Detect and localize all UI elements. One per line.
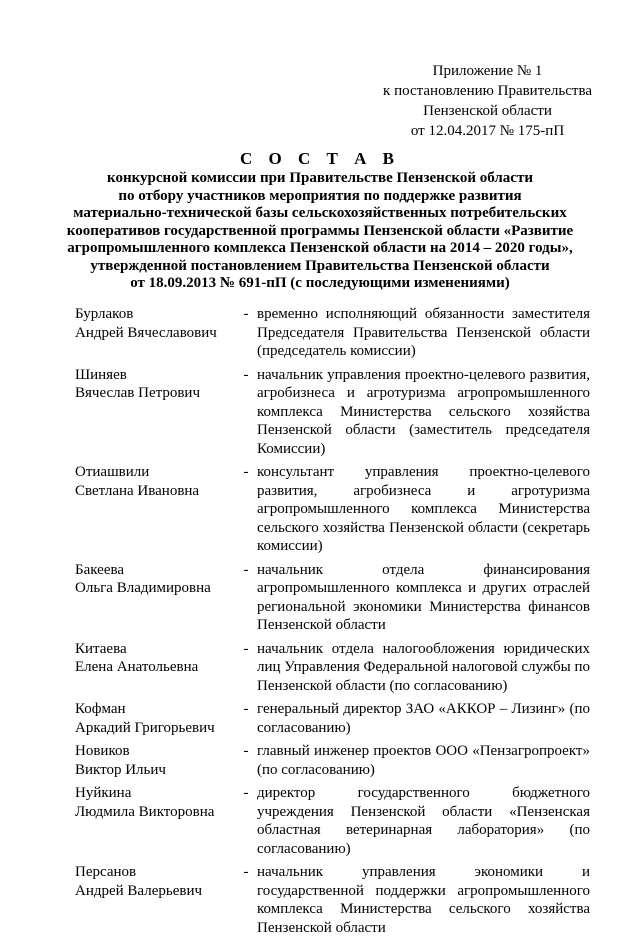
member-surname: Бакеева xyxy=(75,561,125,578)
member-name xyxy=(75,742,235,779)
member-surname: Новиков xyxy=(75,743,130,759)
member-dash: - xyxy=(243,743,249,759)
member-given-name: Людмила Викторовна xyxy=(75,803,215,820)
member-surname: Китаева xyxy=(75,640,127,657)
member-name xyxy=(75,305,235,361)
document-title: С О С Т А В xyxy=(240,149,400,168)
member-surname: Отиашвили xyxy=(75,464,150,480)
member-dash: - xyxy=(243,306,249,322)
member-role: директор государственного бюджетного учреждения Пензенской области «Пензенская областная ветеринарная лаборатория» (по согласованию) xyxy=(257,785,590,857)
heading-line: материально-технической базы сельскохозяйственных потребительских xyxy=(73,205,567,221)
member-dash: - xyxy=(243,561,249,578)
member-role: начальник управления проектно-целевого развития, агробизнеса и агротуризма агропромышленного комплекса Министерства сельского хозяйства Пензенской области (заместитель председателя Комиссии) xyxy=(257,366,590,457)
heading-line: от 18.09.2013 № 691-пП (с последующими изменениями) xyxy=(130,275,510,291)
member-role: временно исполняющий обязанности заместителя Председателя Правительства Пензенской области (председатель комиссии) xyxy=(257,306,590,359)
member-role: начальник отдела налогообложения юридических лиц Управления Федеральной налоговой службы по Пензенской области (по согласованию) xyxy=(257,640,590,694)
members-list xyxy=(75,305,590,937)
member-row xyxy=(75,366,590,459)
member-dash: - xyxy=(243,366,249,383)
member-given-name: Андрей Вячеславович xyxy=(75,324,217,341)
member-row xyxy=(75,305,590,361)
member-row xyxy=(75,700,590,737)
member-row xyxy=(75,463,590,556)
member-dash: - xyxy=(243,701,249,717)
member-given-name: Андрей Валерьевич xyxy=(75,882,203,899)
member-name xyxy=(75,366,235,459)
member-dash: - xyxy=(243,464,249,480)
member-name xyxy=(75,561,235,635)
member-row xyxy=(75,640,590,696)
member-surname: Кофман xyxy=(75,701,126,717)
member-name xyxy=(75,463,235,556)
member-role: начальник отдела финансирования агропромышленного комплекса и других отраслей региональной экономики Министерства финансов Пензенской области xyxy=(257,561,590,633)
member-given-name: Ольга Владимировна xyxy=(75,580,211,596)
member-name xyxy=(75,784,235,858)
member-given-name: Светлана Ивановна xyxy=(75,482,200,499)
member-given-name: Виктор Ильич xyxy=(75,761,166,778)
member-name xyxy=(75,700,235,737)
appendix-line: Пензенской области xyxy=(423,103,552,119)
member-dash: - xyxy=(243,864,249,880)
member-row xyxy=(75,863,590,937)
member-surname: Нуйкина xyxy=(75,785,132,801)
member-surname: Персанов xyxy=(75,864,137,880)
member-role: главный инженер проектов ООО «Пензагропроект» (по согласованию) xyxy=(257,743,590,778)
member-role: генеральный директор ЗАО «АККОР – Лизинг» (по согласованию) xyxy=(257,701,590,736)
member-given-name: Елена Анатольевна xyxy=(75,659,199,675)
appendix-line: от 12.04.2017 № 175-пП xyxy=(410,123,565,139)
member-row xyxy=(75,561,590,635)
document-heading xyxy=(60,148,580,293)
member-dash: - xyxy=(243,640,249,657)
heading-line: утвержденной постановлением Правительства Пензенской области xyxy=(90,257,550,274)
member-name xyxy=(75,640,235,696)
appendix-line: Приложение № 1 xyxy=(432,63,543,79)
member-name xyxy=(75,863,235,937)
heading-line: агропромышленного комплекса Пензенской области на 2014 – 2020 годы», xyxy=(67,240,573,256)
member-surname: Шиняев xyxy=(75,366,127,383)
heading-line: конкурсной комиссии при Правительстве Пензенской области xyxy=(107,170,533,186)
member-given-name: Вячеслав Петрович xyxy=(75,385,200,401)
appendix-block xyxy=(383,61,592,141)
member-role: консультант управления проектно-целевого развития, агробизнеса и агротуризма агропромышленного комплекса Министерства сельского хозяйства Пензенской области (секретарь комиссии) xyxy=(257,464,590,554)
member-row xyxy=(75,784,590,858)
member-dash: - xyxy=(243,785,249,801)
member-row xyxy=(75,742,590,779)
heading-line: по отбору участников мероприятия по поддержке развития xyxy=(118,187,522,204)
heading-line: кооперативов государственной программы Пензенской области «Развитие xyxy=(66,222,574,239)
member-surname: Бурлаков xyxy=(75,306,134,322)
member-role: начальник управления экономики и государственной поддержки агропромышленного комплекса Министерства сельского хозяйства Пензенской области xyxy=(257,864,590,936)
appendix-line: к постановлению Правительства xyxy=(383,83,592,99)
member-given-name: Аркадий Григорьевич xyxy=(75,719,215,736)
